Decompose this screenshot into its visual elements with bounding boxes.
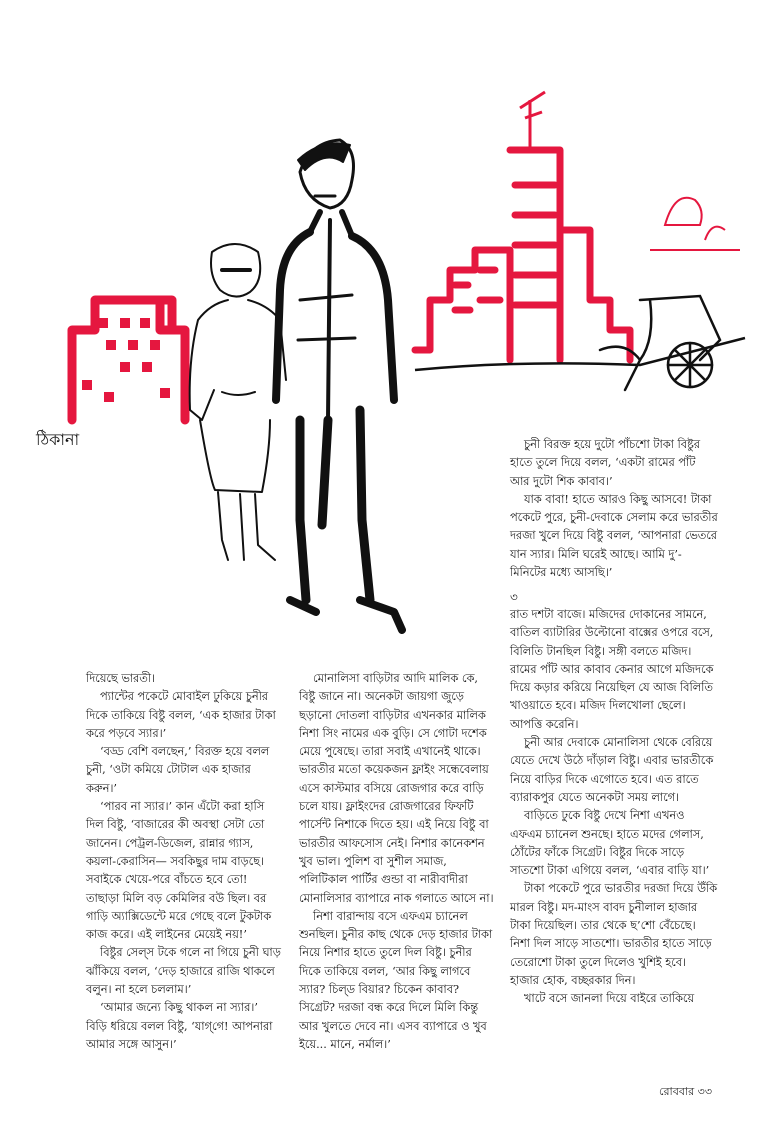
man-figure (276, 140, 402, 630)
paragraph: ‘পারব না স্যার।’ কান এঁটো করা হাসি দিল বিষ্টু, ‘বাজারের কী অবস্থা সেটা তো জানেন। পেট্রল-ডিজেল, রান্নার গ্যাস, কয়লা-কেরাসিন— সবকিছুর দাম বাড়ছে। সবাইকে খেয়ে-পরে বাঁচতে হবে তো! তাছাড়া মিলি বড় কেমিলির বউ ছিল। বর গাড়ি অ্যাক্সিডেন্টে মরে গেছে বলে টুকটাক কাজ করে। এই লাইনের মেয়েই নয়!’ (86, 800, 272, 942)
paragraph: যাক বাবা! হাতে আরও কিছু আসবে! টাকা পকেটে পুরে, চুনী-দেবাকে সেলাম করে ভারতীর দরজা খুলে দিয়ে বিষ্টু বলল, ‘আপনারা ভেতরে যান স্যার। মিলি ঘরেই আছে। আমি দু’-মিনিটের মধ্যে আসছি।’ (510, 492, 718, 580)
paragraph: দিয়েছে ভারতী। (86, 672, 155, 685)
section-number: ৩ (510, 590, 518, 604)
paragraph: ‘আমার জন্যে কিছু থাকল না স্যার।’ বিড়ি ধরিয়ে বলল বিষ্টু, ‘যাগ্‌গে! আপনারা আমার সঙ্গে আসুন।’ (86, 1001, 273, 1051)
artist-signature: ঠিকানা (36, 430, 80, 449)
paragraph: মোনালিসা বাড়িটার আদি মালিক কে, বিষ্টু জানে না। অনেকটা জায়গা জুড়ে ছড়ানো দোতলা বাড়িটার এখনকার মালিক নিশা সিং নামের এক বুড়ি। সে গোটা দশেক মেয়ে পুষেছে। তারা সবাই এখানেই থাকে। ভারতীর মতো কয়েকজন ফ্লাইং সন্ধেবেলায় এসে কাস্টমার বসিয়ে রোজগার করে বাড়ি চলে যায়। ফ্লাইংদের রোজগারের ফিফটি পার্সেন্ট নিশাকে দিতে হয়। এই নিয়ে বিষ্টু বা ভারতীর আফসোস নেই। নিশার কানেকশন খুব ভাল। পুলিশ বা সুশীল সমাজ, পলিটিকাল পার্টির গুন্ডা বা নারীবাদীরা মোনালিসার ব্যাপারে নাক গলাতে আসে না। (299, 672, 494, 905)
column-middle (299, 670, 495, 1054)
rickshaw-sketch (600, 296, 720, 390)
paragraph: চুনী বিরক্ত হয়ে দুটো পাঁচশো টাকা বিষ্টুর হাতে তুলে দিয়ে বলল, ‘একটা রামের পাঁট আর দুটো শিক কাবাব।’ (510, 438, 701, 488)
column-right-bottom (510, 588, 718, 1009)
paragraph: খাটে বসে জানলা দিয়ে বাইরে তাকিয়ে (524, 992, 695, 1006)
column-right-top (510, 436, 718, 582)
red-dome-sketch (650, 198, 740, 250)
red-antenna (520, 92, 545, 150)
paragraph: বাড়িতে ঢুকে বিষ্টু দেখে নিশা এখনও এফএম চ্যানেল শুনছে। হাতে মদের গেলাস, ঠোঁটের ফাঁকে সিগ্রেট। বিষ্টুর দিকে সাড়ে সাতশো টাকা এগিয়ে বলল, ‘এবার বাড়ি যা।’ (510, 809, 710, 878)
paragraph: প্যান্টের পকেটে মোবাইল ঢুকিয়ে চুনীর দিকে তাকিয়ে বিষ্টু বলল, ‘এক হাজার টাকা করে পড়বে স্যার।’ (86, 690, 276, 740)
red-city-skyline-right (415, 150, 630, 360)
paragraph: চুনী আর দেবাকে মোনালিসা থেকে বেরিয়ে যেতে দেখে উঠে দাঁড়াল বিষ্টু। এবার ভারতীকে নিয়ে বাড়ির দিকে এগোতে হবে। এত রাতে ব্যারাকপুর যেতে অনেকটা সময় লাগে। (510, 736, 714, 804)
column-left (86, 670, 282, 1054)
paragraph: রাত দশটা বাজে। মজিদের দোকানের সামনে, বাতিল ব্যাটারির উল্টোনো বাক্সের ওপরে বসে, বিলিতি টানছিল বিষ্টু। সঙ্গী বলতে মজিদ। রামের পাঁট আর কাবাব কেনার আগে মজিদকে দিয়ে কড়ার করিয়ে নিয়েছিল যে আজ বিলিতি খাওয়াতে হবে। মজিদ দিলখোলা ছেলে। আপত্তি করেনি। (510, 608, 714, 731)
paragraph: টাকা পকেটে পুরে ভারতীর দরজা দিয়ে উঁকি মারল বিষ্টু। মদ-মাংস বাবদ চুনীলাল হাজার টাকা দিয়েছিল। তার থেকে ছ’শো বেঁচেছে। নিশা দিল সাড়ে সাতশো। ভারতীর হাতে সাড়ে তেরোশো টাকা তুলে দিলেও খুশিই হবে। হাজার হোক, বচ্ছরকার দিন। (510, 882, 718, 987)
paragraph: ‘বড্ড বেশি বলছেন,’ বিরক্ত হয়ে বলল চুনী, ‘ওটা কমিয়ে টোটাল এক হাজার করুন।’ (86, 745, 270, 795)
paragraph: নিশা বারান্দায় বসে এফএম চ্যানেল শুনছিল। চুনীর কাছ থেকে দেড় হাজার টাকা নিয়ে নিশার হাতে তুলে দিল বিষ্টু। চুনীর দিকে তাকিয়ে বলল, ‘আর কিছু লাগবে স্যার? চিল্‌ড বিয়ার? চিকেন কাবাব? সিগ্রেট? দরজা বন্ধ করে দিলে মিলি কিন্তু আর খুলতে দেবে না। এসব ব্যাপারে ও খুব ইয়ে... মানে, নর্মাল।’ (299, 909, 493, 1051)
page-footer: রোববার ৩৩ (659, 1085, 712, 1098)
paragraph: বিষ্টুর সেল্‌স টকে গলে না গিয়ে চুনী ঘাড় ঝাঁকিয়ে বলল, ‘দেড় হাজারে রাজি থাকলে বলুন। না হলে চললাম।’ (86, 946, 281, 997)
smiling-woman-figure (190, 244, 286, 560)
